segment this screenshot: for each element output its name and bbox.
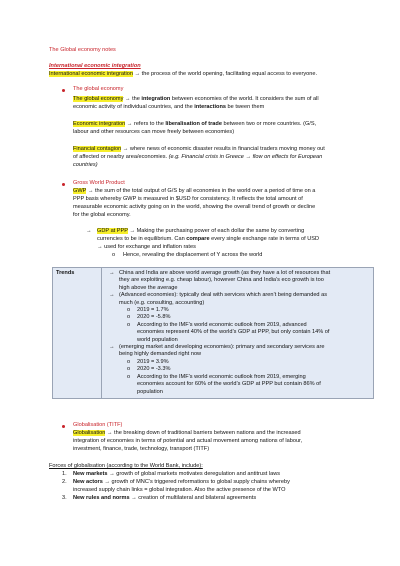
text-span: → Making the purchasing power of each dollar the same by converting (127, 228, 305, 234)
force-description: → growth of global markets motivates deregulation and antitrust laws (107, 471, 281, 477)
econ-integration-line2: labour and other resources can move freely between economies) (73, 129, 235, 135)
trends-line (105, 351, 370, 358)
force-name: New actors (73, 479, 103, 485)
trends-list (105, 270, 370, 396)
trends-text: 2019 = 3.9% (137, 358, 169, 365)
trends-text: they are exploiting e.g. cheap labour), however China and India’s eco growth is too (119, 277, 324, 284)
trends-line (105, 374, 370, 381)
trends-text: economies represent 40% of the world’s GDP at PPP, but only contain 14% of (137, 329, 330, 336)
bullet-gross-world-product: Gross World Product (73, 180, 125, 186)
bullet-marker (62, 425, 65, 428)
gdp-ppp-sub: Hence, revealing the displacement of Y across the world (123, 252, 263, 258)
arrow-marker: → (109, 270, 115, 276)
sub-bullet-marker: o (127, 321, 131, 328)
trends-line (105, 366, 370, 373)
trends-content (102, 268, 374, 399)
global-economy-term: The global economy (73, 96, 124, 102)
integration-term: International economic integration (49, 71, 133, 77)
trends-table (52, 267, 374, 399)
text-span-bold: liberalisation of trade (165, 121, 222, 127)
trends-line (105, 292, 370, 299)
trends-line (105, 270, 370, 277)
globalisation-term: Globalisation (73, 430, 106, 436)
list-number: 1. (62, 471, 67, 477)
trends-text: According to the IMF’s world economic outlook from 2019, emerging (137, 373, 306, 380)
globalisation-line2: integration of economies in terms of potential and actual movement among nations of labour, (73, 438, 303, 444)
list-number: 3. (62, 495, 67, 501)
text-span: currencies to be in equilibrium. Can (97, 236, 187, 242)
gwp-line3: measurable economic activity going on in the world, showing the overall trend of growth or decline (73, 204, 316, 210)
force-name: New markets (73, 471, 108, 477)
trends-label: Trends (53, 268, 102, 399)
sub-bullet-marker: o (127, 307, 131, 314)
text-span-bold: interactions (194, 104, 226, 110)
forces-item (62, 471, 280, 479)
bullet-globalisation: Globalisation (TITF) (73, 422, 123, 428)
trends-text: China and India are above world average growth (as they have a lot of resources that (119, 270, 331, 276)
sub-bullet-marker: o (127, 314, 131, 321)
text-span: be tween them (225, 104, 265, 110)
text-span-italic: (e.g. Financial crisis in Greece → flow on effects for European (168, 154, 323, 160)
sub-bullet-marker: o (127, 373, 131, 380)
text-span-bold: compare (186, 236, 210, 242)
trends-line (105, 314, 370, 321)
sub-bullet-marker: o (127, 358, 131, 365)
gwp-line2: PPP basis whereby GWP is measured in $USD for consistency. It reflects the total amount of (73, 196, 303, 202)
text-span: every single exchange rate in terms of USD (209, 236, 320, 242)
forces-heading: Forces of globalisation (according to the World Bank, include): (49, 463, 203, 469)
bullet-marker (62, 89, 65, 92)
financial-contagion-term: Financial contagion (73, 146, 122, 152)
trends-text: world population (137, 336, 178, 343)
gwp-term: GWP (73, 188, 87, 194)
trends-line (105, 359, 370, 366)
bullet-marker (62, 183, 65, 186)
sub-bullet-marker: o (127, 366, 131, 373)
trends-text: 2019 = 1.7% (137, 307, 169, 314)
sub-bullet-marker: o (112, 252, 116, 258)
trends-line (105, 277, 370, 284)
text-span: → the (123, 96, 142, 102)
force-description: increased supply chain links = global integration. Also the active presence of the WTO (73, 487, 286, 493)
text-span: of affected or nearby area/economies. (73, 154, 169, 160)
trends-text: population (137, 388, 163, 395)
econ-integration-term: Economic integration (73, 121, 126, 127)
text-span: → where news of economic disaster results in financial traders moving money out (121, 146, 325, 152)
financial-contagion-line2 (73, 154, 322, 162)
gdp-ppp-line3: → used for exchange and inflation rates (97, 244, 196, 250)
gdp-ppp-line1 (97, 228, 304, 236)
text-span-bold: integration (141, 96, 171, 102)
text-span: → the sum of the total output of G/S by all economies in the world over a period of time on a (86, 188, 316, 194)
force-description: → creation of multilateral and bilateral agreements (129, 495, 257, 501)
arrow-marker: → (86, 228, 92, 234)
trends-line (105, 300, 370, 307)
gdp-ppp-term: GDP at PPP (97, 228, 128, 234)
gwp-line1 (73, 188, 315, 196)
text-span: between economies of the world. It considers the sum of all (170, 96, 319, 102)
forces-item (62, 495, 256, 503)
trends-text: economies account for 60% of the world’s GDP at PPP but contain 86% of (137, 381, 321, 388)
trends-line (105, 344, 370, 351)
trends-line (105, 389, 370, 396)
arrow-marker: → (109, 344, 115, 351)
section-heading-integration: International economic integration (49, 63, 141, 69)
trends-text: being highly demanded right now (119, 351, 202, 358)
globalisation-line1 (73, 430, 301, 438)
globalisation-line3: investment, finance, trade, technology, transport (TITF) (73, 446, 210, 452)
force-name: New rules and norms (73, 495, 130, 501)
trends-text: high above the average (119, 284, 178, 291)
trends-line (105, 322, 370, 329)
list-number: 2. (62, 479, 67, 485)
integration-definition (49, 71, 317, 79)
econ-integration-line1 (73, 121, 316, 129)
gdp-ppp-line2 (97, 236, 319, 244)
page-title: The Global economy notes (49, 47, 116, 53)
force-description: → growth of MNC’s triggered reformations to global supply chains whereby (102, 479, 290, 485)
trends-line (105, 329, 370, 336)
integration-text: → the process of the world opening, facilitating equal access to everyone. (134, 71, 318, 77)
text-span: → refers to the (125, 121, 166, 127)
trends-line (105, 381, 370, 388)
global-economy-line1 (73, 96, 319, 104)
forces-item (62, 487, 285, 495)
global-economy-line2 (73, 104, 264, 112)
forces-item (62, 479, 290, 487)
financial-contagion-line3: countries) (73, 162, 98, 168)
trends-text: (emerging market and developing economies): primary and secondary services are (119, 344, 325, 351)
text-span: economic activity of individual countries, and the (73, 104, 195, 110)
financial-contagion-line1 (73, 146, 325, 154)
trends-line (105, 285, 370, 292)
gwp-line4: for the global economy. (73, 212, 131, 218)
bullet-global-economy: The global economy (73, 86, 124, 92)
table-row (53, 268, 374, 399)
trends-line (105, 337, 370, 344)
arrow-marker: → (109, 292, 115, 299)
trends-text: (Advanced economies): typically deal with services which aren’t being demanded as (119, 292, 328, 299)
trends-text: much (e.g. consulting, accounting) (119, 299, 205, 306)
trends-text: 2020 = -3.3% (137, 366, 171, 373)
text-span: between two or more countries. (G/S, (221, 121, 317, 127)
text-span: → the breaking down of traditional barriers between nations and the increased (105, 430, 301, 436)
trends-text: 2020 = -5.8% (137, 314, 171, 321)
trends-line (105, 307, 370, 314)
trends-text: According to the IMF’s world economic outlook from 2019, advanced (137, 321, 307, 328)
